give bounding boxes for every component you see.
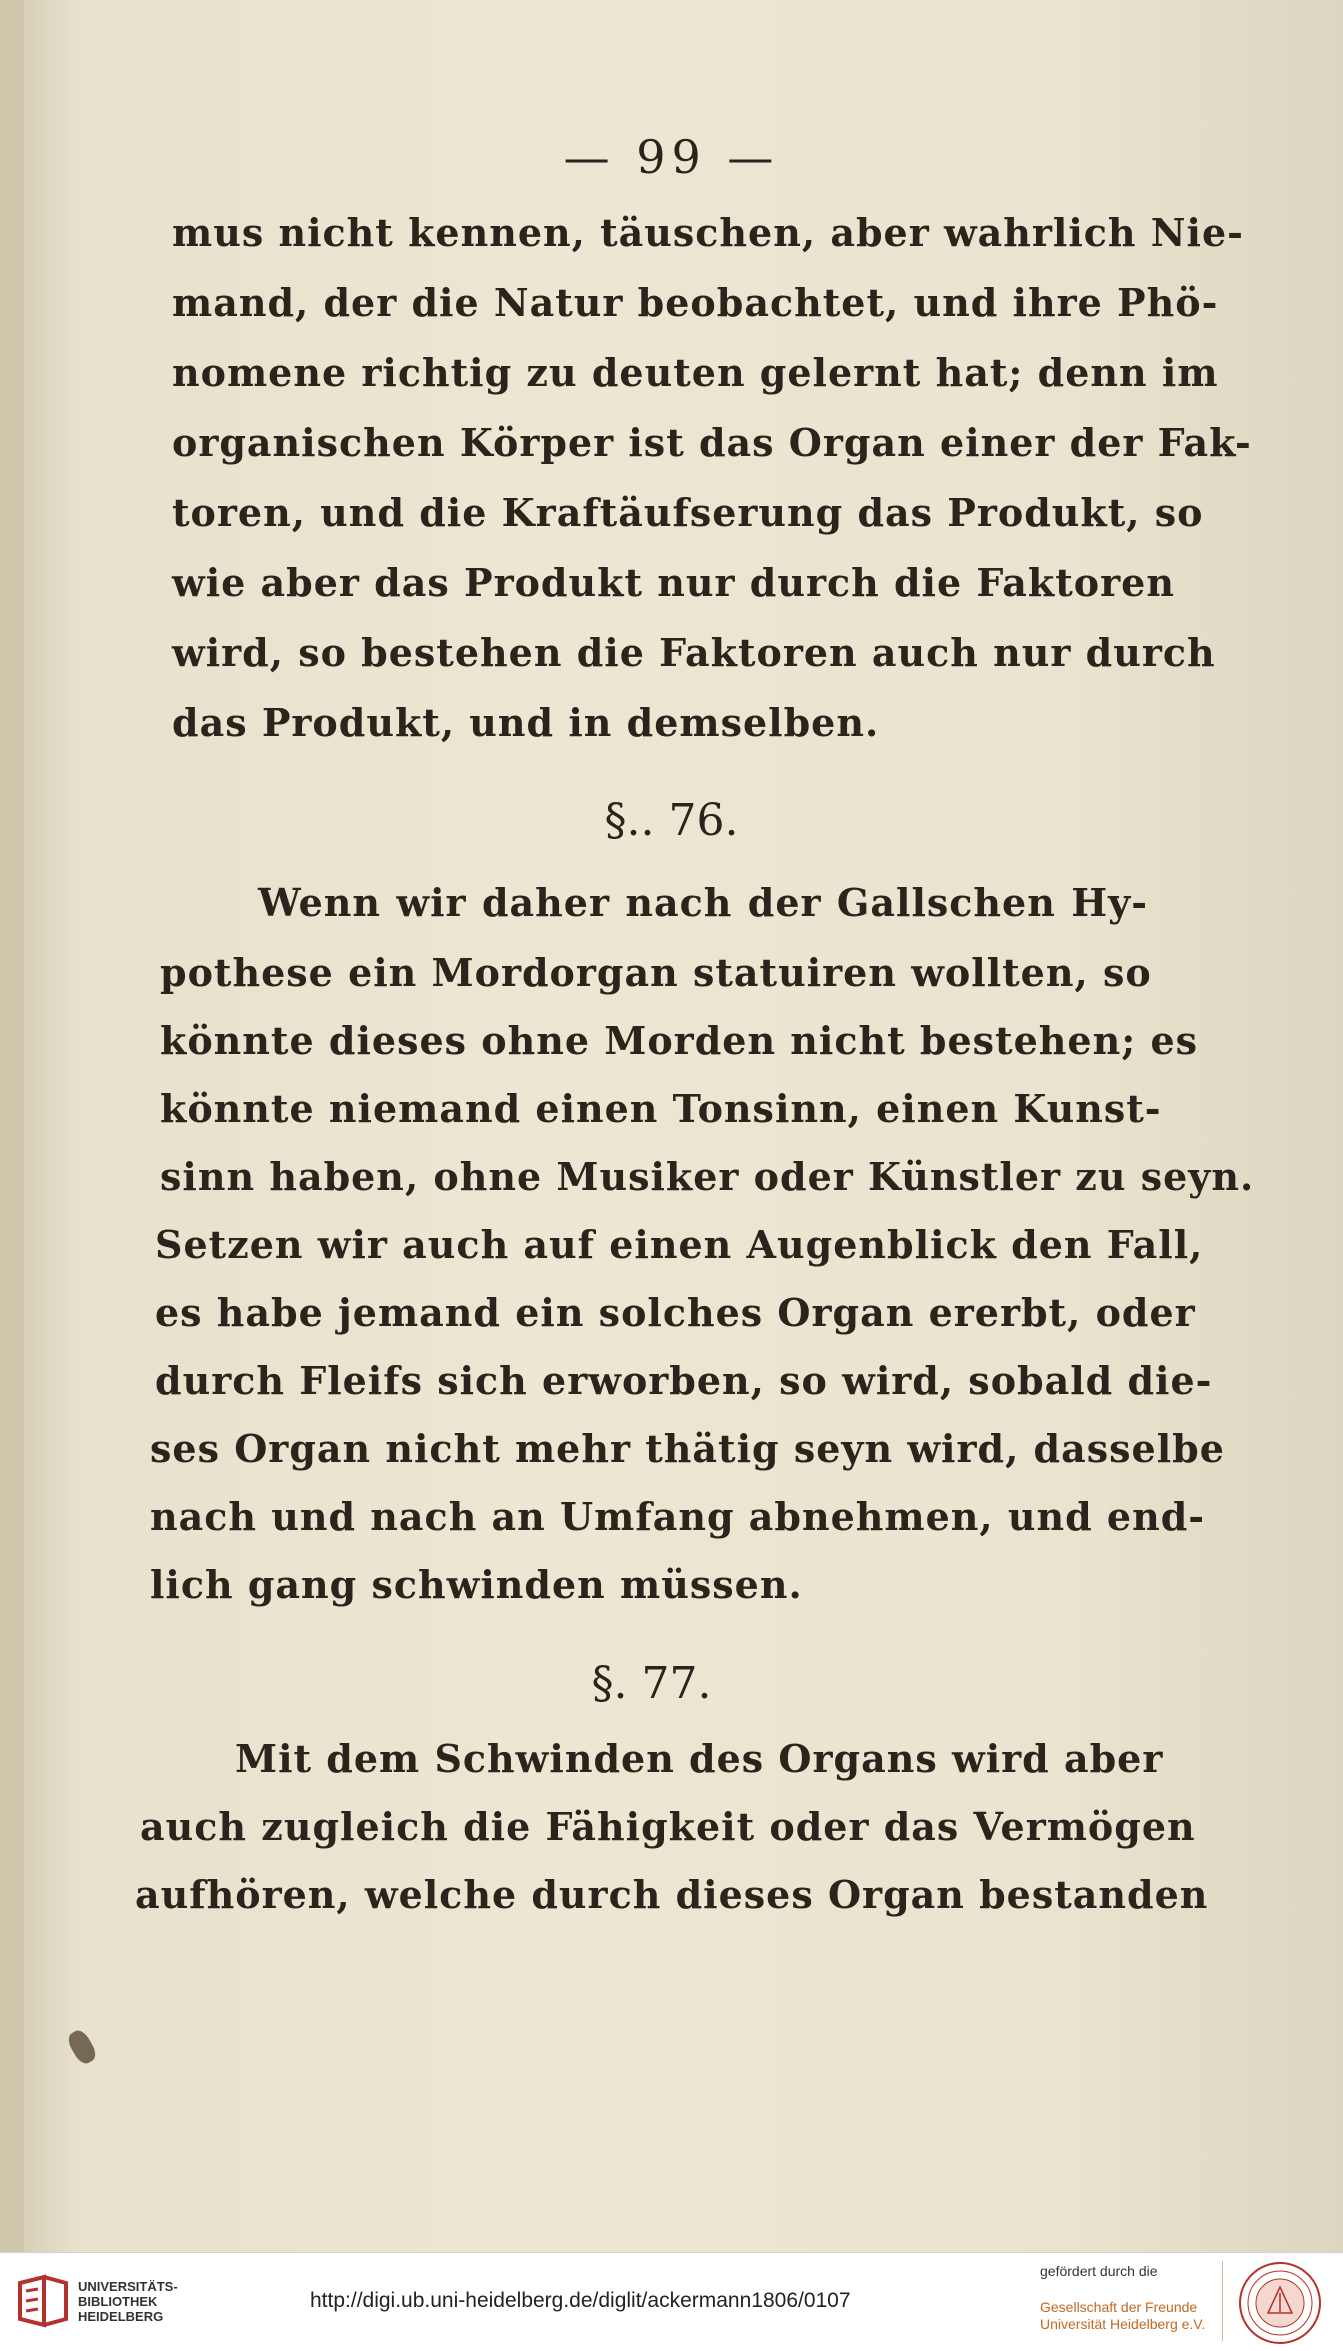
text-line: aufhören, welche durch dieses Organ bestanden bbox=[135, 1872, 1209, 1917]
library-name-line: BIBLIOTHEK bbox=[78, 2294, 158, 2309]
text-line: mand, der die Natur beobachtet, und ihre Phö- bbox=[172, 280, 1219, 325]
text-line: könnte dieses ohne Morden nicht bestehen; es bbox=[160, 1018, 1199, 1063]
section-heading: §.. 76. bbox=[604, 795, 739, 846]
university-seal-icon bbox=[1238, 2261, 1322, 2345]
sponsor-name-line: Gesellschaft der Freunde bbox=[1040, 2299, 1198, 2315]
text-line: wird, so bestehen die Faktoren auch nur durch bbox=[172, 630, 1216, 675]
library-name-line: HEIDELBERG bbox=[78, 2309, 164, 2324]
text-line-last: lich gang schwinden müssen. bbox=[150, 1562, 803, 1607]
library-name bbox=[78, 2279, 178, 2324]
sponsor-note: gefördert durch die bbox=[1040, 2263, 1158, 2279]
permalink-url[interactable]: http://digi.ub.uni-heidelberg.de/diglit/ackermann1806/0107 bbox=[310, 2289, 851, 2312]
text-line: organischen Körper ist das Organ einer der Fak- bbox=[172, 420, 1252, 465]
text-line: sinn haben, ohne Musiker oder Künstler zu seyn. bbox=[160, 1154, 1255, 1199]
text-line: toren, und die Kraftäufserung das Produkt, so bbox=[172, 490, 1204, 535]
text-line: Mit dem Schwinden des Organs wird aber bbox=[235, 1736, 1164, 1781]
sponsor-name[interactable] bbox=[1040, 2299, 1205, 2333]
university-library-logo-icon[interactable] bbox=[14, 2273, 72, 2331]
library-name-line: UNIVERSITÄTS- bbox=[78, 2279, 178, 2294]
text-line: nomene richtig zu deuten gelernt hat; denn im bbox=[172, 350, 1219, 395]
text-line: es habe jemand ein solches Organ ererbt, oder bbox=[155, 1290, 1196, 1335]
text-line: ses Organ nicht mehr thätig seyn wird, dasselbe bbox=[150, 1426, 1225, 1471]
page-number: — 99 — bbox=[563, 130, 780, 184]
text-line: könnte niemand einen Tonsinn, einen Kunst- bbox=[160, 1086, 1162, 1131]
viewer-footer bbox=[0, 2252, 1343, 2351]
text-line: Wenn wir daher nach der Gallschen Hy- bbox=[258, 880, 1148, 925]
sponsor-name-line: Universität Heidelberg e.V. bbox=[1040, 2316, 1206, 2332]
text-line: mus nicht kennen, täuschen, aber wahrlich Nie- bbox=[172, 210, 1244, 255]
footer-divider bbox=[1222, 2261, 1223, 2341]
text-line: durch Fleifs sich erworben, so wird, sobald die- bbox=[155, 1358, 1213, 1403]
text-line: pothese ein Mordorgan statuiren wollten, so bbox=[160, 950, 1152, 995]
text-line-last: das Produkt, und in demselben. bbox=[172, 700, 880, 745]
text-line: auch zugleich die Fähigkeit oder das Vermögen bbox=[140, 1804, 1196, 1849]
section-heading: §. 77. bbox=[591, 1658, 712, 1709]
text-line: wie aber das Produkt nur durch die Faktoren bbox=[172, 560, 1175, 605]
text-line: nach und nach an Umfang abnehmen, und end- bbox=[150, 1494, 1206, 1539]
text-line: Setzen wir auch auf einen Augenblick den Fall, bbox=[155, 1222, 1204, 1267]
page-edge bbox=[0, 0, 24, 2252]
